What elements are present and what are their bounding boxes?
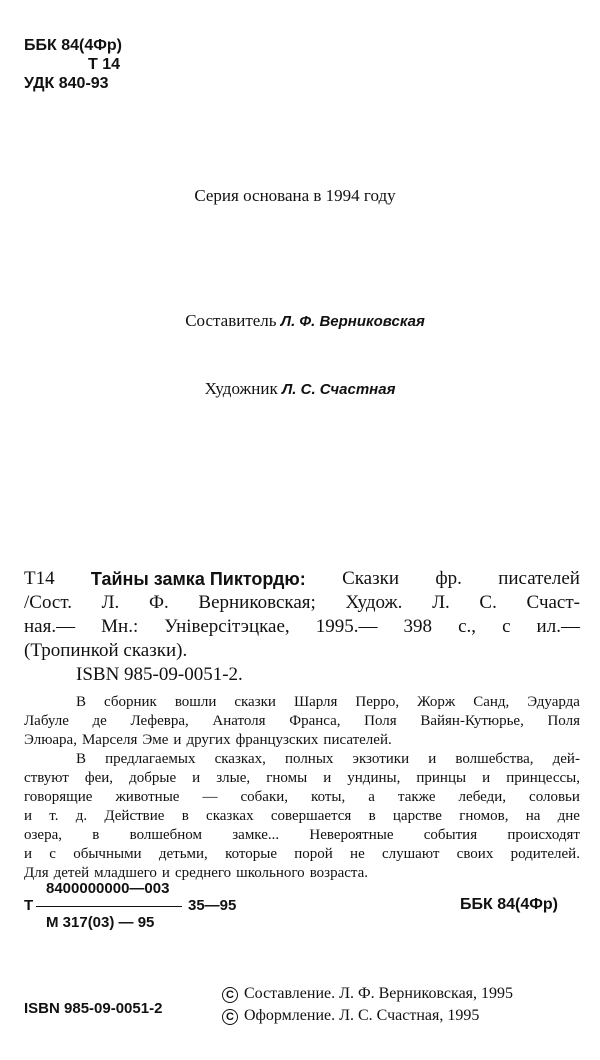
bibliographic-record: [24, 567, 580, 687]
annotation-word: экзотики: [352, 751, 410, 767]
annotation-line: [24, 826, 580, 845]
copyright-line: [222, 1005, 513, 1027]
annotation-word: обычными: [73, 846, 142, 862]
annotation-word: д.: [75, 808, 88, 824]
catalog-suffix: 35—95: [188, 897, 237, 914]
annotation-word: Анатоля: [212, 713, 266, 729]
record-word: ная.—: [24, 616, 76, 637]
annotation-word: школьного: [236, 865, 305, 881]
record-word: ил.—: [536, 616, 580, 637]
record-word: Счаст-: [526, 592, 580, 613]
annotation-word: собаки,: [240, 789, 289, 805]
annotation-word: Невероятные: [309, 827, 394, 843]
annotation-word: и: [323, 770, 332, 786]
annotation-word: Поля: [364, 713, 397, 729]
record-word: с.,: [458, 616, 477, 637]
annotation-word: французских: [235, 732, 319, 748]
annotation-line: [24, 750, 580, 769]
footer-isbn: ISBN 985-09-0051-2: [24, 1000, 163, 1017]
annotation-word: Франса,: [289, 713, 341, 729]
annotation-word: которые: [225, 846, 277, 862]
record-word: с: [502, 616, 511, 637]
catalog-denominator: М 317(03) — 95: [46, 914, 155, 931]
annotation-word: принцы: [416, 770, 467, 786]
annotation-word: ствуют: [24, 770, 69, 786]
copyright-design: Оформление. Л. С. Счастная, 1995: [244, 1007, 480, 1024]
annotation-word: возраста.: [309, 865, 369, 881]
annotation-word: младшего: [94, 865, 157, 881]
udk-code: УДК 840-93: [24, 75, 109, 92]
annotation-word: предлагаемых: [105, 751, 196, 767]
annotation-word: Действие: [104, 808, 165, 824]
annotation-word: Лефевра,: [130, 713, 189, 729]
copyright-icon: С: [222, 1009, 238, 1025]
annotation-word: Марселя: [81, 732, 138, 748]
compiler-name: Л. Ф. Верниковская: [280, 313, 425, 330]
annotation-word: В: [76, 751, 87, 767]
annotation-word: писателей.: [323, 732, 392, 748]
annotation-word: слушают: [381, 846, 440, 862]
annotation-word: лебеди,: [458, 789, 506, 805]
annotation-word: дне: [557, 808, 580, 824]
annotation-word: своих: [456, 846, 494, 862]
record-word: 1995.—: [315, 616, 378, 637]
annotation-word: волшебства,: [455, 751, 534, 767]
catalog-rule: [36, 906, 182, 907]
annotation-word: и: [428, 751, 437, 767]
annotation-word: не: [350, 846, 365, 862]
annotation-line: [24, 712, 580, 731]
classification-block: [24, 36, 122, 93]
annotation-word: гномов,: [459, 808, 509, 824]
annotation-word: —: [202, 789, 218, 805]
record-word: С.: [479, 592, 497, 613]
book-title: Тайны замка Пиктордю:: [90, 569, 306, 589]
annotation-word: Санд,: [473, 694, 510, 710]
annotation-word: феи,: [84, 770, 114, 786]
annotation-word: замке...: [232, 827, 280, 843]
annotation-word: В: [76, 694, 87, 710]
annotation-word: злые,: [216, 770, 251, 786]
annotation-line: [24, 693, 580, 712]
annotation-word: и: [192, 770, 201, 786]
annotation-word: и: [482, 770, 491, 786]
annotation-word: коты,: [311, 789, 346, 805]
annotation-word: и: [173, 732, 182, 748]
annotation-word: озера,: [24, 827, 62, 843]
record-word: Худож.: [345, 592, 403, 613]
annotation-word: события: [423, 827, 478, 843]
annotation-word: Для: [24, 865, 49, 881]
annotation-word: вошли: [174, 694, 217, 710]
annotation-word: сборник: [104, 694, 157, 710]
annotation-word: т.: [49, 808, 59, 824]
artist-label: Художник: [204, 379, 278, 398]
annotation-word: сказках: [206, 808, 254, 824]
annotation-word: в: [368, 808, 376, 824]
annotation-line: [24, 845, 580, 864]
annotation-word: Эдуарда: [527, 694, 580, 710]
record-word: Універсітэцкае,: [164, 616, 290, 637]
record-word: писателей: [498, 568, 580, 589]
annotation-line: [24, 731, 580, 750]
record-word: Л.: [432, 592, 450, 613]
annotation-word: сказках,: [214, 751, 266, 767]
annotation-word: порой: [294, 846, 333, 862]
copyright-compilation: Составление. Л. Ф. Верниковская, 1995: [244, 985, 514, 1002]
record-word: фр.: [435, 568, 462, 589]
series-note: Серия основана в 1994 году: [194, 186, 396, 205]
annotation-line: [24, 769, 580, 788]
annotation-word: дей-: [552, 751, 580, 767]
annotation-word: и: [24, 846, 33, 862]
annotation: [24, 693, 580, 883]
annotation-word: происходят: [507, 827, 580, 843]
annotation-word: детьми,: [158, 846, 208, 862]
annotation-word: Перро,: [355, 694, 400, 710]
record-word: 398: [403, 616, 433, 637]
annotation-word: гномы: [266, 770, 308, 786]
record-code: Т14: [24, 568, 55, 589]
copyright-icon: С: [222, 987, 238, 1003]
annotation-word: детей: [53, 865, 90, 881]
record-isbn: ISBN 985-09-0051-2.: [76, 664, 243, 685]
annotation-line: [24, 788, 580, 807]
annotation-word: добрые: [129, 770, 177, 786]
annotation-word: совершается: [270, 808, 352, 824]
compiler-credit: [0, 311, 600, 331]
annotation-word: полных: [284, 751, 334, 767]
catalog-letter: Т: [24, 897, 34, 914]
annotation-word: волшебном: [129, 827, 202, 843]
annotation-word: в: [92, 827, 100, 843]
annotation-word: животные: [115, 789, 180, 805]
artist-credit: [0, 379, 600, 399]
record-word: Мн.:: [101, 616, 139, 637]
annotation-word: принцессы,: [506, 770, 580, 786]
record-word: Сказки: [342, 568, 400, 589]
annotation-word: Лабуле: [24, 713, 69, 729]
compiler-label: Составитель: [185, 311, 277, 330]
annotation-word: Элюара,: [24, 732, 77, 748]
annotation-word: в: [181, 808, 189, 824]
annotation-word: де: [92, 713, 107, 729]
catalog-bbk: ББК 84(4Фр): [460, 896, 558, 913]
record-word: /Сост.: [24, 592, 72, 613]
annotation-word: с: [49, 846, 56, 862]
annotation-line: [24, 807, 580, 826]
annotation-word: ундины,: [347, 770, 401, 786]
annotation-word: говорящие: [24, 789, 93, 805]
annotation-word: среднего: [174, 865, 232, 881]
annotation-word: а: [368, 789, 375, 805]
series-name: (Тропинкой сказки).: [24, 640, 188, 661]
annotation-word: и: [24, 808, 33, 824]
record-word: Верниковская;: [198, 592, 316, 613]
annotation-word: родителей.: [510, 846, 580, 862]
copyright-block: [222, 983, 513, 1027]
annotation-word: и: [161, 865, 170, 881]
copyright-line: [222, 983, 513, 1005]
annotation-word: на: [525, 808, 541, 824]
annotation-word: Поля: [547, 713, 580, 729]
author-mark: Т 14: [88, 56, 121, 73]
record-line: [24, 615, 580, 639]
annotation-word: других: [186, 732, 231, 748]
catalog-numerator: 8400000000—003: [46, 880, 170, 897]
artist-name: Л. С. Счастная: [281, 381, 396, 398]
annotation-word: сказки: [234, 694, 276, 710]
record-word: Л.: [101, 592, 120, 613]
annotation-word: соловьи: [529, 789, 580, 805]
annotation-word: также: [398, 789, 436, 805]
record-line: [24, 591, 580, 615]
record-word: Ф.: [148, 592, 169, 613]
bbk-code: ББК 84(4Фр): [24, 37, 122, 54]
annotation-word: Шарля: [293, 694, 338, 710]
annotation-word: Жорж: [417, 694, 456, 710]
annotation-word: царстве: [392, 808, 442, 824]
annotation-word: Вайян-Кутюрье,: [420, 713, 524, 729]
annotation-word: Эме: [142, 732, 169, 748]
record-line: [24, 567, 580, 591]
